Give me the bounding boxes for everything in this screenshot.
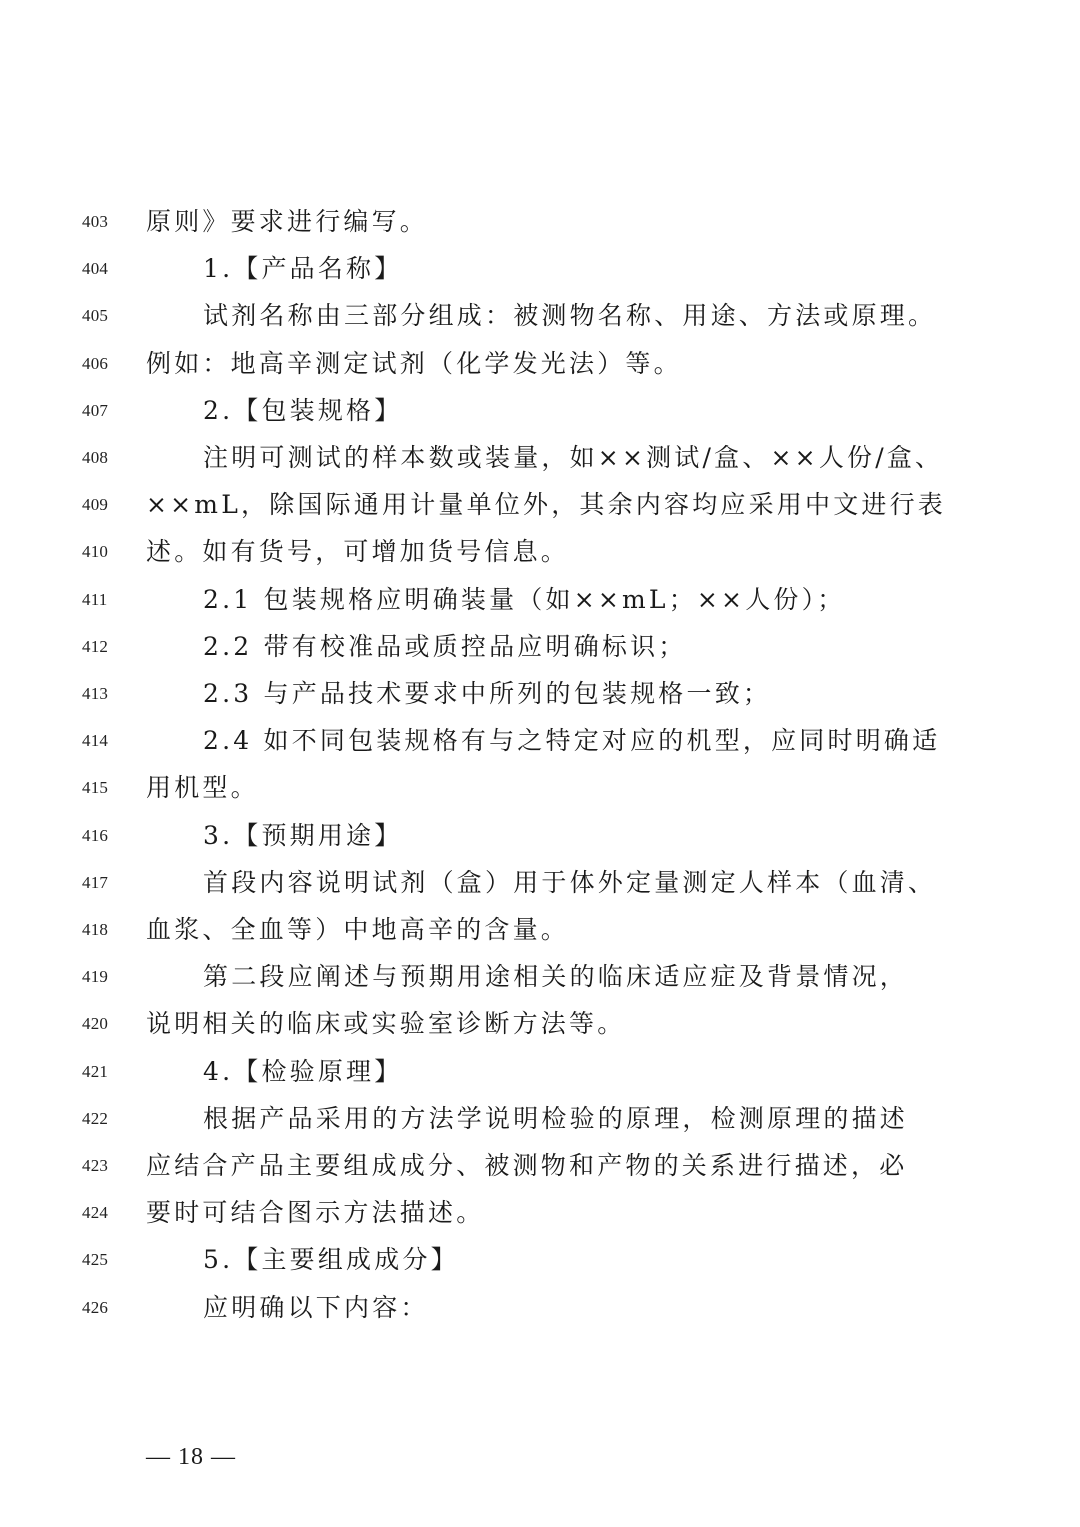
line-number: 405 bbox=[82, 306, 109, 326]
line-text: 应结合产品主要组成成分、被测物和产物的关系进行描述，必 bbox=[146, 1151, 908, 1180]
line-text: 要时可结合图示方法描述。 bbox=[146, 1198, 485, 1228]
text-line bbox=[0, 434, 1080, 481]
line-number: 409 bbox=[82, 495, 109, 515]
text-line bbox=[0, 1142, 1080, 1189]
line-number: 411 bbox=[82, 589, 108, 609]
line-text: 3.【预期用途】 bbox=[203, 820, 403, 850]
text-line bbox=[0, 528, 1080, 575]
line-number: 417 bbox=[82, 872, 109, 892]
text-line bbox=[0, 576, 1080, 623]
line-text: 2.4 如不同包装规格有与之特定对应的机型，应同时明确适 bbox=[203, 726, 941, 756]
line-number: 424 bbox=[82, 1203, 109, 1223]
line-text: 2.2 带有校准品或质控品应明确标识； bbox=[203, 631, 687, 661]
line-text: 首段内容说明试剂（盒）用于体外定量测定人样本（血清、 bbox=[203, 867, 937, 897]
line-text: 试剂名称由三部分组成：被测物名称、用途、方法或原理。 bbox=[203, 301, 937, 331]
line-text: 2.【包装规格】 bbox=[203, 395, 403, 425]
line-number: 414 bbox=[82, 731, 109, 751]
text-line bbox=[0, 292, 1080, 339]
text-line bbox=[0, 812, 1080, 859]
line-text: 2.3 与产品技术要求中所列的包装规格一致； bbox=[203, 679, 772, 708]
line-text: 4.【检验原理】 bbox=[203, 1056, 403, 1086]
line-number: 421 bbox=[82, 1061, 109, 1081]
line-text: 用机型。 bbox=[146, 773, 259, 803]
text-line bbox=[0, 670, 1080, 717]
text-line bbox=[0, 1095, 1080, 1142]
line-number: 413 bbox=[82, 684, 109, 703]
line-number: 404 bbox=[82, 259, 109, 279]
page-number: — 18 — bbox=[146, 1444, 236, 1470]
line-text: 述。如有货号，可增加货号信息。 bbox=[146, 537, 570, 567]
line-number: 415 bbox=[82, 778, 109, 798]
text-line bbox=[0, 906, 1080, 953]
line-number: 407 bbox=[82, 400, 109, 420]
text-line bbox=[0, 859, 1080, 906]
line-text: 第二段应阐述与预期用途相关的临床适应症及背景情况， bbox=[203, 962, 909, 992]
text-line bbox=[0, 717, 1080, 764]
line-number: 416 bbox=[82, 825, 109, 845]
line-text: 例如：地高辛测定试剂（化学发光法）等。 bbox=[146, 348, 682, 378]
line-number: 420 bbox=[82, 1014, 109, 1034]
line-number: 410 bbox=[82, 542, 109, 562]
line-number: 426 bbox=[82, 1297, 109, 1317]
line-text: 应明确以下内容： bbox=[203, 1292, 429, 1322]
text-line bbox=[0, 340, 1080, 387]
text-line bbox=[0, 198, 1080, 245]
line-number: 425 bbox=[82, 1250, 109, 1270]
line-number: 412 bbox=[82, 636, 109, 656]
line-number: 418 bbox=[82, 920, 109, 939]
line-text: 根据产品采用的方法学说明检验的原理，检测原理的描述 bbox=[203, 1103, 909, 1133]
line-number: 422 bbox=[82, 1108, 109, 1128]
line-number: 408 bbox=[82, 448, 109, 467]
line-text: ××mL，除国际通用计量单位外，其余内容均应采用中文进行表 bbox=[146, 490, 947, 520]
line-text: 血浆、全血等）中地高辛的含量。 bbox=[146, 915, 570, 944]
text-line bbox=[0, 1189, 1080, 1236]
text-line bbox=[0, 1284, 1080, 1331]
text-line bbox=[0, 481, 1080, 528]
line-text: 原则》要求进行编写。 bbox=[146, 207, 429, 236]
line-number: 403 bbox=[82, 212, 109, 231]
line-number: 423 bbox=[82, 1156, 109, 1175]
text-line bbox=[0, 1000, 1080, 1047]
line-text: 2.1 包装规格应明确装量（如××mL；××人份）； bbox=[203, 584, 846, 614]
text-line bbox=[0, 953, 1080, 1000]
line-text: 1.【产品名称】 bbox=[203, 254, 403, 284]
text-line bbox=[0, 764, 1080, 811]
text-line bbox=[0, 1048, 1080, 1095]
line-text: 注明可测试的样本数或装量，如××测试/盒、××人份/盒、 bbox=[203, 443, 944, 472]
line-number: 419 bbox=[82, 967, 109, 987]
text-line bbox=[0, 387, 1080, 434]
line-text: 5.【主要组成成分】 bbox=[203, 1245, 459, 1275]
line-number: 406 bbox=[82, 353, 109, 373]
line-text: 说明相关的临床或实验室诊断方法等。 bbox=[146, 1009, 626, 1039]
text-line bbox=[0, 1236, 1080, 1283]
text-line bbox=[0, 245, 1080, 292]
text-line bbox=[0, 623, 1080, 670]
